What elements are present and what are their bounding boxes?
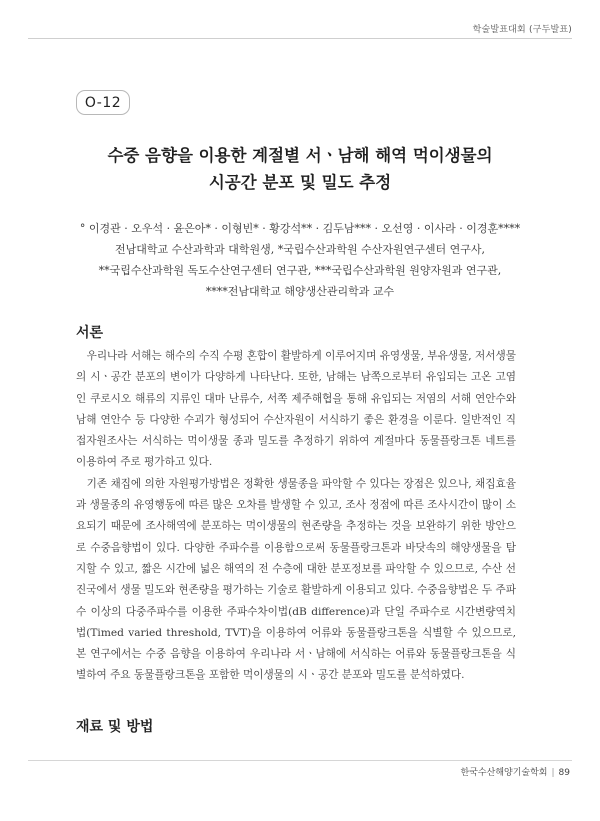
paper-title-line: 수중 음향을 이용한 계절별 서ㆍ남해 해역 먹이생물의 <box>107 146 493 165</box>
affiliation-line: ****전남대학교 해양생산관리학과 교수 <box>205 285 395 298</box>
paper-title <box>60 142 540 196</box>
footer-society: 한국수산해양기술학회 <box>460 768 548 778</box>
section-heading-methods: 재료 및 방법 <box>76 719 154 735</box>
running-header: 학술발표대회 (구두발표) <box>472 25 572 35</box>
body-paragraph: 기존 채집에 의한 자원평가방법은 정확한 생물종을 파악할 수 있다는 장점은 있으나, 채집효율과 생물종의 유영행동에 따른 많은 오차를 발생할 수 있고, 조사 정점에 따른 조사시간이 많이 소요되기 때문에 조사해역에 분포하는 먹이생물의 현존량을 추정하는 것을 보완하기 위한 방안으로 수중음향법이 있다. 다양한 주파수를 이용함으로써 동물플랑크톤과 바닷속의 해양생물을 탐지할 수 있고, 짧은 시간에 넓은 해역의 전 수층에 대한 분포정보를 파악할 수 있으므로, 수산 선진국에서 생물 밀도와 현존량을 평가하는 기술로 활발하게 이용되고 있다. 수중음향법은 두 주파수 이상의 다중주파수를 이용한 주파수차이법(dB difference)과 단일 주파수로 시간변량역치법(Timed varied threshold, TVT)을 이용하여 어류와 동물플랑크톤을 식별할 수 있으므로, 본 연구에서는 수중 음향을 이용하여 우리나라 서ㆍ남해에 서식하는 어류와 동물플랑크톤을 식별하여 주요 동물플랑크톤을 포함한 먹이생물의 시ㆍ공간 분포와 밀도를 분석하였다. <box>76 477 516 682</box>
affiliation-line: **국립수산과학원 독도수산연구센터 연구관, ***국립수산과학원 원양자원과 연구관, <box>98 264 502 277</box>
header-rule <box>28 38 572 39</box>
body-paragraph: 우리나라 서해는 해수의 수직 수평 혼합이 활발하게 이루어지며 유영생물, 부유생물, 저서생물의 시ㆍ공간 분포의 변이가 다양하게 나타난다. 또한, 남해는 남쪽으로부터 유입되는 고온 고염인 쿠로시오 해류의 지류인 대마 난류수, 서쪽 제주해협을 통해 유입되는 저염의 서해 연안수와 남해 연안수 등 다양한 수괴가 형성되어 수산자원이 서식하기 좋은 환경을 이룬다. 일반적인 직접자원조사는 서식하는 먹이생물 종과 밀도를 추정하기 위하여 계절마다 동물플랑크톤 네트를 이용하여 주로 평가하고 있다. <box>76 350 516 469</box>
page-number: 89 <box>558 768 570 778</box>
author-names: ° 이경관 · 오우석 · 윤은아* · 이형빈* · 황강석** · 김두남*** · 오선영 · 이사라 · 이경훈**** <box>79 222 521 235</box>
page-footer: 한국수산해양기술학회 | 89 <box>460 768 570 778</box>
footer-rule <box>28 760 572 761</box>
section-heading-introduction: 서론 <box>76 325 104 341</box>
introduction-body <box>76 346 516 687</box>
paper-title-line: 시공간 분포 및 밀도 추정 <box>208 173 392 192</box>
presentation-badge: O-12 <box>76 90 130 115</box>
author-block <box>60 218 540 302</box>
affiliation-line: 전남대학교 수산과학과 대학원생, *국립수산과학원 수산자원연구센터 연구사, <box>114 243 485 256</box>
